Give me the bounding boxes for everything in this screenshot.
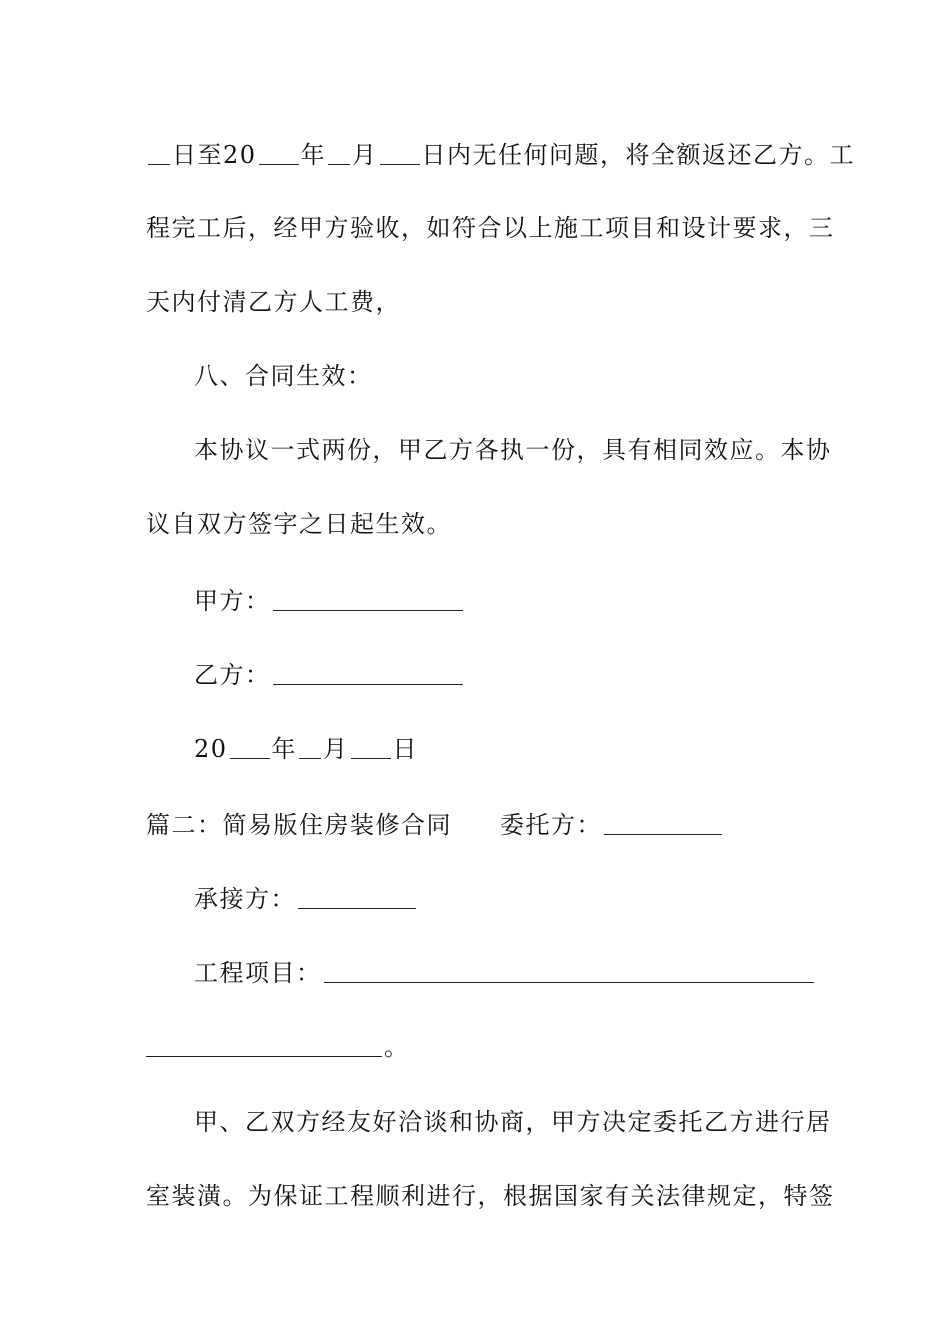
text-segment: 年 [300, 141, 327, 169]
text-line-1 [146, 140, 856, 170]
party-a-label: 甲方： [194, 587, 271, 615]
blank-day [351, 736, 391, 759]
contractor-label: 承接方： [194, 885, 296, 913]
project-label: 工程项目： [194, 959, 322, 987]
date-line [194, 734, 810, 764]
text-line-2: 程完工后，经甲方验收，如符合以上施工项目和设计要求，三 [146, 214, 835, 242]
text-segment: 20 [194, 735, 228, 763]
text-line-6: 议自双方签字之日起生效。 [146, 510, 452, 538]
project-continuation-line [146, 1032, 810, 1062]
project-blank-continued [146, 1034, 382, 1057]
party-b-line [194, 660, 810, 690]
project-line [194, 958, 810, 988]
contract-title: 篇二：简易版住房装修合同 [146, 811, 452, 839]
text-line-3: 天内付清乙方人工费， [146, 288, 401, 316]
blank-day [380, 142, 420, 165]
blank-day [148, 142, 170, 165]
blank-year [230, 736, 270, 759]
party-a-signature-blank [273, 588, 463, 611]
text-segment: 日内无任何问题，将全额返还乙方。工 [421, 141, 856, 169]
section-heading: 八、合同生效： [194, 362, 373, 390]
contract-title-line [146, 810, 810, 840]
text-line-14: 甲、乙双方经友好洽谈和协商，甲方决定委托乙方进行居 [194, 1108, 832, 1136]
text-segment: 。 [384, 1033, 410, 1061]
text-segment: 年 [271, 735, 298, 763]
contractor-blank [298, 886, 416, 909]
client-label: 委托方： [500, 811, 602, 839]
party-a-line [194, 586, 810, 616]
text-segment: 月 [323, 735, 349, 763]
project-blank [324, 960, 814, 983]
contractor-line [194, 884, 810, 914]
party-b-signature-blank [273, 662, 463, 685]
text-segment: 日 [392, 735, 419, 763]
blank-year [259, 142, 299, 165]
blank-month [299, 736, 321, 759]
blank-month [328, 142, 350, 165]
text-segment: 日至20 [172, 141, 257, 169]
client-blank [604, 812, 722, 835]
text-segment: 月 [352, 141, 378, 169]
text-line-15: 室装潢。为保证工程顺利进行，根据国家有关法律规定，特签 [146, 1182, 835, 1210]
text-line-5: 本协议一式两份，甲乙方各执一份，具有相同效应。本协 [194, 436, 832, 464]
party-b-label: 乙方： [194, 661, 271, 689]
